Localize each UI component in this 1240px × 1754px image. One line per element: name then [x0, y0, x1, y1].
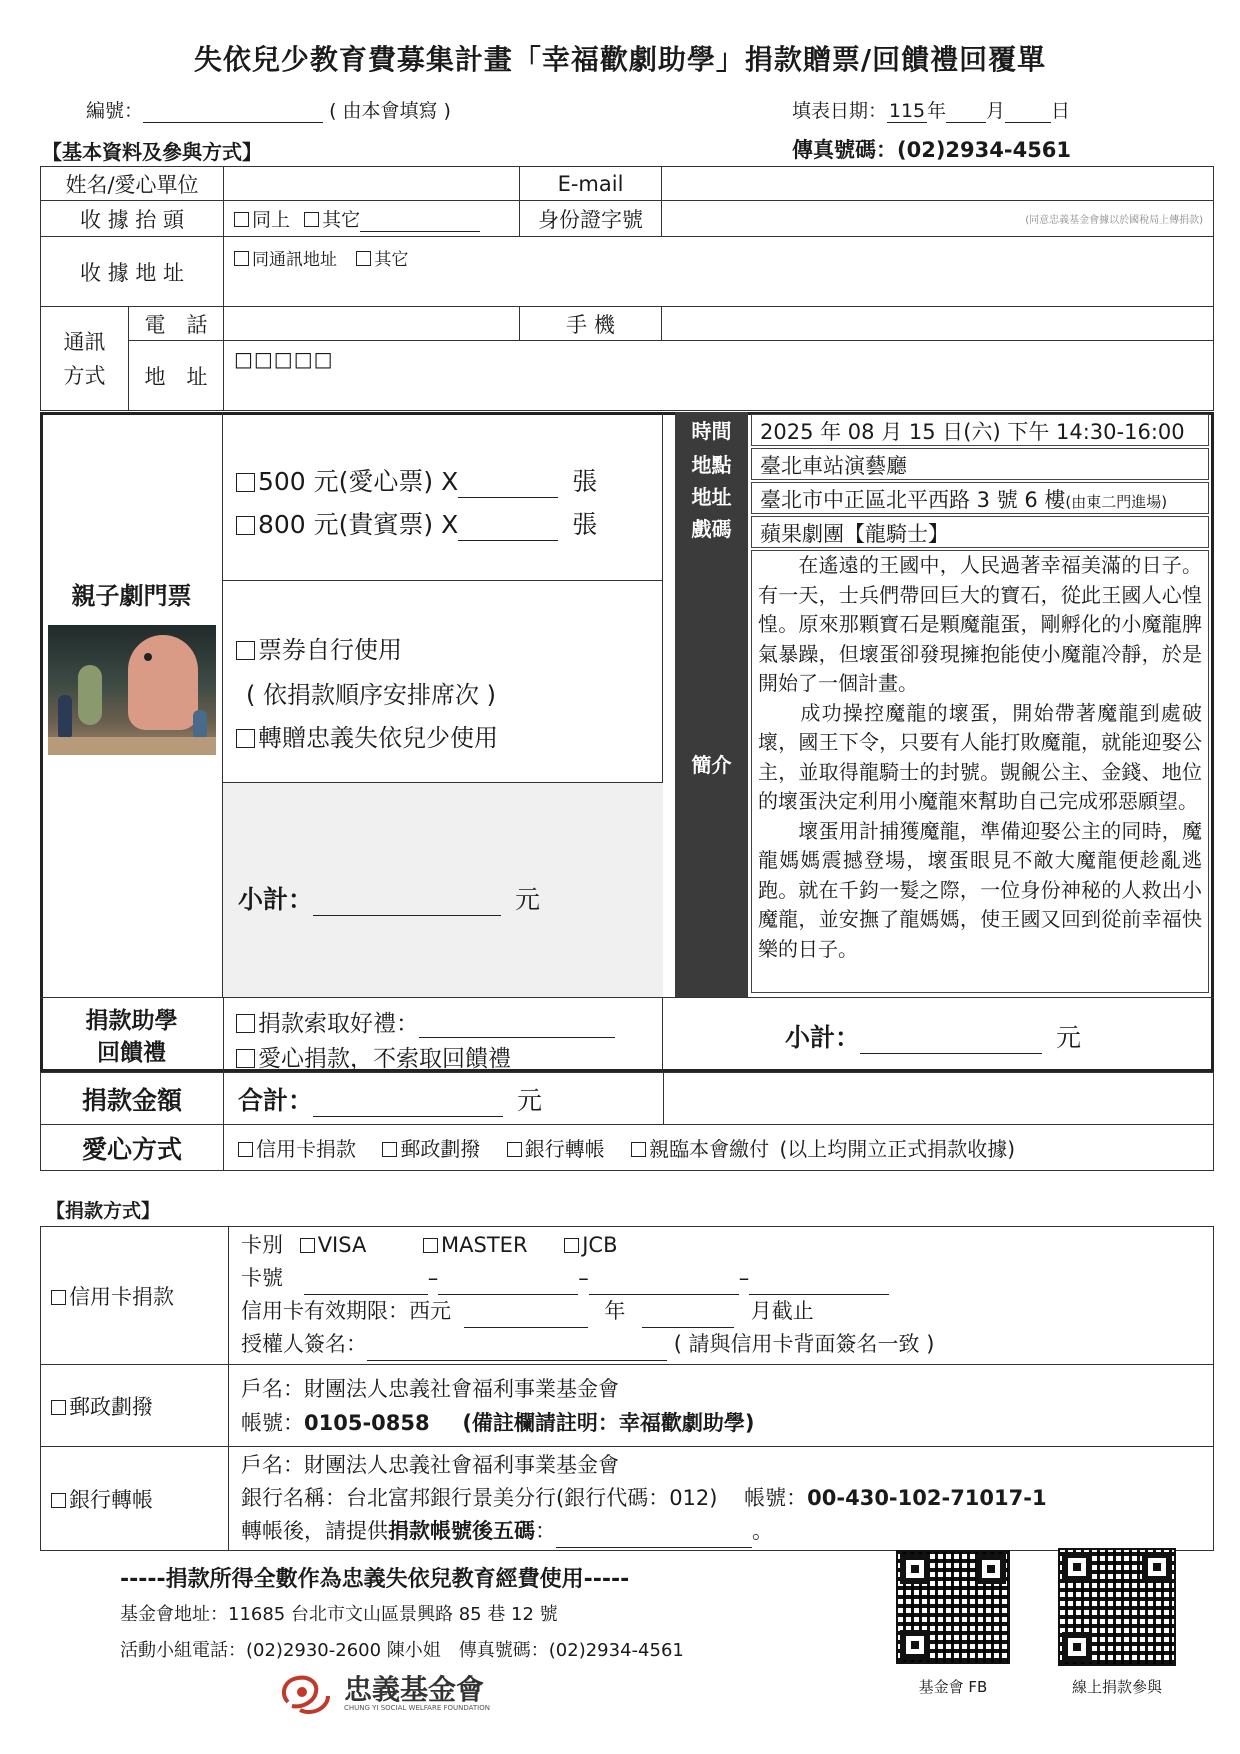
ticket-section-label: 親子劇門票: [71, 582, 192, 610]
email-field[interactable]: [662, 167, 1214, 201]
bank-account-label: 帳號：: [744, 1486, 808, 1510]
card-sign-row: [241, 1328, 1201, 1361]
ticket-self-use-label: 票券自行使用: [258, 636, 402, 664]
phone-label: 電 話: [129, 307, 224, 341]
serial-label: 編號：: [86, 100, 144, 122]
payment-table: [40, 1226, 1214, 1551]
receipt-title-other-label: 其它: [322, 209, 361, 231]
method-bank-checkbox[interactable]: [507, 1142, 522, 1157]
payment-card-details: [229, 1227, 1214, 1365]
card-visa-label: VISA: [317, 1233, 367, 1257]
bank-account-number: 00-430-102-71017-1: [807, 1486, 1047, 1510]
foundation-logo-name: 忠義基金會: [344, 1673, 485, 1706]
gift-label-line2: 回饋禮: [97, 1040, 166, 1066]
bank-note-bold: 捐款帳號後五碼: [388, 1519, 535, 1543]
date-month-field[interactable]: [946, 122, 986, 123]
mobile-label: 手 機: [520, 307, 662, 341]
contact-label-line1: 通訊: [63, 329, 106, 354]
card-expiry-label: 信用卡有效期限：西元: [241, 1299, 451, 1323]
contact-label-line2: 方式: [63, 363, 106, 388]
method-visit-label: 親臨本會繳付: [649, 1137, 770, 1161]
ticket-800-qty-field[interactable]: [458, 540, 558, 541]
card-sign-label: 授權人簽名：: [241, 1332, 367, 1356]
total-sum-label: 合計：: [238, 1085, 314, 1115]
ticket-divider-1: [223, 580, 663, 581]
gift-request-label: 捐款索取好禮：: [258, 1011, 419, 1037]
total-sum-currency: 元: [517, 1085, 543, 1115]
method-visit-checkbox[interactable]: [631, 1142, 646, 1157]
card-expiry-year-unit: 年: [604, 1299, 626, 1323]
bank-note-end: 。: [752, 1519, 773, 1543]
gift-none-row: [236, 1040, 511, 1073]
total-method-table: [40, 1072, 1214, 1171]
receipt-address-options: [224, 237, 1214, 307]
receipt-title-same-label: 同上: [252, 209, 291, 231]
payment-card-label-cell: [41, 1227, 229, 1365]
ticket-transfer-label: 轉贈忠義失依兒少使用: [258, 724, 498, 752]
receipt-title-same-checkbox[interactable]: [234, 212, 249, 227]
phone-field[interactable]: [224, 307, 520, 341]
show-venue-value: 臺北車站演藝廳: [751, 448, 1209, 480]
postal-account-label: 帳號：: [241, 1410, 304, 1435]
postal-account-note: (備註欄請註明：幸福歡劇助學): [462, 1410, 755, 1435]
ticket-transfer-checkbox[interactable]: [236, 729, 255, 748]
payment-postal-label: 郵政劃撥: [69, 1394, 153, 1419]
date-year-field[interactable]: 115: [888, 100, 926, 122]
show-intro-text: [751, 550, 1209, 993]
foundation-logo-icon: [278, 1672, 334, 1718]
card-jcb-checkbox[interactable]: [564, 1238, 579, 1253]
gift-subtotal-field[interactable]: [860, 1053, 1042, 1054]
ticket-self-use-row: [236, 630, 402, 665]
show-intro-label: 簡介: [675, 750, 748, 780]
gift-request-row: [236, 1005, 615, 1038]
bank-account-row: [241, 1482, 1201, 1515]
foundation-logo-en: CHUNG YI SOCIAL WELFARE FOUNDATION: [344, 1704, 490, 1712]
card-master-label: MASTER: [441, 1233, 528, 1257]
gift-none-checkbox[interactable]: [236, 1049, 255, 1068]
show-play-value: 蘋果劇團【龍騎士】: [751, 516, 1209, 548]
show-info-panel: [675, 412, 1214, 997]
ticket-800-checkbox[interactable]: [236, 516, 255, 535]
fb-qr-code[interactable]: [896, 1550, 1010, 1664]
total-blank-cell: [664, 1073, 1214, 1125]
id-field[interactable]: [662, 201, 1214, 237]
payment-bank-details: [229, 1447, 1214, 1551]
gift-label: [40, 1005, 223, 1069]
ticket-800-unit: 張: [572, 510, 598, 539]
address-field[interactable]: [224, 341, 1214, 411]
id-note: (同意忠義基金會據以於國稅局上傳捐款): [1025, 215, 1203, 226]
receipt-address-same-checkbox[interactable]: [234, 251, 249, 266]
receipt-address-other-checkbox[interactable]: [356, 251, 371, 266]
footer-address: 基金會地址：11685 台北市文山區景興路 85 巷 12 號: [120, 1604, 558, 1625]
card-jcb-label: JCB: [582, 1233, 618, 1257]
receipt-address-same-label: 同通訊地址: [252, 250, 337, 270]
date-day-unit: 日: [1051, 100, 1071, 122]
card-number-label: 卡號: [241, 1266, 283, 1290]
method-options: [224, 1125, 1214, 1171]
ticket-self-use-note: ( 依捐款順序安排席次 ): [246, 681, 496, 709]
total-sum-field[interactable]: [313, 1116, 503, 1117]
serial-row: [86, 96, 451, 123]
donate-qr-code[interactable]: [1058, 1548, 1176, 1666]
show-intro-paragraph-1: 在遙遠的王國中，人民過著幸福美滿的日子。有一天，士兵們帶回巨大的寶石，從此王國人心惶惶。原來那顆寶石是顆魔龍蛋，剛孵化的小魔龍脾氣暴躁，但壞蛋卻發現擁抱能使小魔龍冷靜，於是開始了一個計畫。: [758, 553, 1202, 695]
show-time-value: 2025 年 08 月 15 日(六) 下午 14:30-16:00: [751, 414, 1209, 446]
card-expiry-month-unit: 月截止: [750, 1299, 814, 1323]
payment-bank-label-cell: [41, 1447, 229, 1551]
gift-label-line1: 捐款助學: [85, 1008, 178, 1034]
total-sum-cell: [224, 1073, 664, 1125]
ticket-subtotal-currency: 元: [515, 885, 541, 914]
payment-bank-label: 銀行轉帳: [69, 1487, 153, 1512]
name-field[interactable]: [224, 167, 520, 201]
method-label: 愛心方式: [41, 1125, 224, 1171]
method-postal-label: 郵政劃撥: [400, 1137, 481, 1161]
dragon-eye: [144, 653, 152, 661]
form-title: 失依兒少教育費募集計畫「幸福歡劇助學」捐款贈票/回饋禮回覆單: [193, 43, 1047, 76]
date-label: 填表日期：: [792, 100, 888, 122]
method-postal-checkbox[interactable]: [382, 1142, 397, 1157]
payment-postal-checkbox[interactable]: [51, 1400, 66, 1415]
bank-last5-field[interactable]: [556, 1547, 752, 1548]
method-card-label: 信用卡捐款: [256, 1137, 356, 1161]
show-address-label: 地址: [675, 482, 748, 512]
gift-request-checkbox[interactable]: [236, 1014, 255, 1033]
receipt-address-other-label: 其它: [374, 250, 409, 270]
ticket-800-label: 800 元(貴賓票) X: [258, 510, 459, 539]
card-type-label: 卡別: [241, 1233, 283, 1257]
method-note: (以上均開立正式捐款收據): [779, 1137, 1016, 1161]
receipt-title-other-field[interactable]: [360, 231, 480, 232]
gift-subtotal-currency: 元: [1056, 1023, 1082, 1052]
method-bank-label: 銀行轉帳: [524, 1137, 605, 1161]
mobile-field[interactable]: [662, 307, 1214, 341]
bank-note-suffix: ：: [535, 1519, 556, 1543]
bank-note-row: [241, 1515, 1201, 1548]
fb-qr-caption: 基金會 FB: [918, 1678, 988, 1696]
payment-card-label: 信用卡捐款: [69, 1284, 174, 1309]
id-label: 身份證字號: [520, 201, 662, 237]
serial-field[interactable]: [143, 122, 323, 123]
small-dragon-figure: [78, 665, 102, 725]
ticket-500-row: [236, 462, 597, 498]
payment-card-checkbox[interactable]: [51, 1290, 66, 1305]
bank-account-name: 戶名：財團法人忠義社會福利事業基金會: [241, 1453, 619, 1477]
postal-code-boxes[interactable]: □□□□□: [234, 347, 334, 371]
gift-subtotal-label: 小計：: [785, 1023, 861, 1052]
show-time-label: 時間: [675, 416, 748, 446]
show-address-note: (由東二門進場): [1065, 493, 1168, 511]
ticket-800-row: [236, 505, 597, 541]
payment-bank-checkbox[interactable]: [51, 1493, 66, 1508]
receipt-title-other-checkbox[interactable]: [304, 212, 319, 227]
footer-slogan: -----捐款所得全數作為忠義失依兒教育經費使用-----: [120, 1567, 630, 1592]
footer-phone: 活動小組電話：(02)2930-2600 陳小姐 傳真號碼：(02)2934-4561: [120, 1640, 684, 1661]
show-venue-label: 地點: [675, 450, 748, 480]
date-year-unit: 年: [927, 100, 947, 122]
bank-branch: 銀行名稱：台北富邦銀行景美分行(銀行代碼：012): [241, 1486, 718, 1510]
section-basic-heading: 【基本資料及參與方式】: [42, 140, 262, 164]
name-label: 姓名/愛心單位: [41, 167, 224, 201]
show-address-value: 臺北市中正區北平西路 3 號 6 樓: [760, 488, 1066, 512]
ticket-subtotal-field[interactable]: [313, 915, 501, 916]
ticket-subtotal-label: 小計：: [238, 885, 314, 914]
ticket-subtotal-row: [238, 880, 540, 916]
gift-request-field[interactable]: [419, 1037, 615, 1038]
actor-figure: [58, 695, 72, 740]
dragon-figure: [128, 635, 198, 730]
show-address-row: [751, 482, 1209, 514]
payment-postal-details: [229, 1365, 1214, 1447]
date-month-unit: 月: [986, 100, 1006, 122]
payment-postal-label-cell: [41, 1365, 229, 1447]
card-type-row: [241, 1229, 1201, 1262]
show-intro-paragraph-2: 成功操控魔龍的壞蛋，開始帶著魔龍到處破壞，國王下令，只要有人能打敗魔龍，就能迎娶公主，並取得龍騎士的封號。覬覦公主、金錢、地位的壞蛋決定利用小魔龍來幫助自己完成邪惡願望。: [758, 700, 1202, 813]
email-label: E-mail: [520, 167, 662, 201]
serial-note: ( 由本會填寫 ): [329, 100, 451, 122]
ticket-500-unit: 張: [572, 467, 598, 496]
date-day-field[interactable]: [1005, 122, 1051, 123]
receipt-title-label: 收 據 抬 頭: [41, 201, 224, 237]
postal-account-row: [241, 1406, 1201, 1440]
card-master-checkbox[interactable]: [423, 1238, 438, 1253]
receipt-title-options: [224, 201, 520, 237]
fax-number: 傳真號碼：(02)2934-4561: [792, 138, 1072, 162]
card-sign-note: ( 請與信用卡背面簽名一致 ): [673, 1332, 935, 1356]
ticket-500-checkbox[interactable]: [236, 473, 255, 492]
postal-account-name: 戶名：財團法人忠義社會福利事業基金會: [241, 1376, 619, 1401]
method-card-checkbox[interactable]: [238, 1142, 253, 1157]
postal-account-number: 0105-0858: [304, 1410, 430, 1435]
total-label: 捐款金額: [41, 1073, 224, 1125]
basic-info-table: [40, 166, 1214, 411]
section-payment-heading: 【捐款方式】: [46, 1200, 161, 1222]
show-intro-paragraph-3: 壞蛋用計捕獲魔龍，準備迎娶公主的同時，魔龍媽媽震撼登場，壞蛋眼見不敵大魔龍便趁亂逃跑。就在千鈞一髮之際，一位身份神秘的人救出小魔龍，並安撫了龍媽媽，使王國又回到從前幸福快樂的日子。: [758, 818, 1202, 961]
contact-label: [41, 307, 129, 411]
date-row: [792, 96, 1070, 123]
gift-none-label: 愛心捐款，不索取回饋禮: [258, 1046, 511, 1072]
ticket-500-qty-field[interactable]: [458, 497, 558, 498]
gift-subtotal-row: [785, 1018, 1081, 1054]
play-photo: [48, 625, 216, 755]
ticket-500-label: 500 元(愛心票) X: [258, 467, 459, 496]
donate-qr-caption: 線上捐款參與: [1071, 1678, 1162, 1696]
bank-note-prefix: 轉帳後，請提供: [241, 1519, 388, 1543]
card-expiry-row: [241, 1295, 1201, 1328]
receipt-address-label: 收 據 地 址: [41, 237, 224, 307]
ticket-transfer-row: [236, 718, 498, 753]
show-play-label: 戲碼: [675, 514, 748, 544]
ticket-self-use-checkbox[interactable]: [236, 641, 255, 660]
card-visa-checkbox[interactable]: [300, 1238, 315, 1253]
stage-floor: [48, 737, 216, 755]
address-label: 地 址: [129, 341, 224, 411]
card-sign-field[interactable]: [367, 1360, 667, 1361]
card-number-row: 卡號 – – –: [241, 1262, 1201, 1295]
